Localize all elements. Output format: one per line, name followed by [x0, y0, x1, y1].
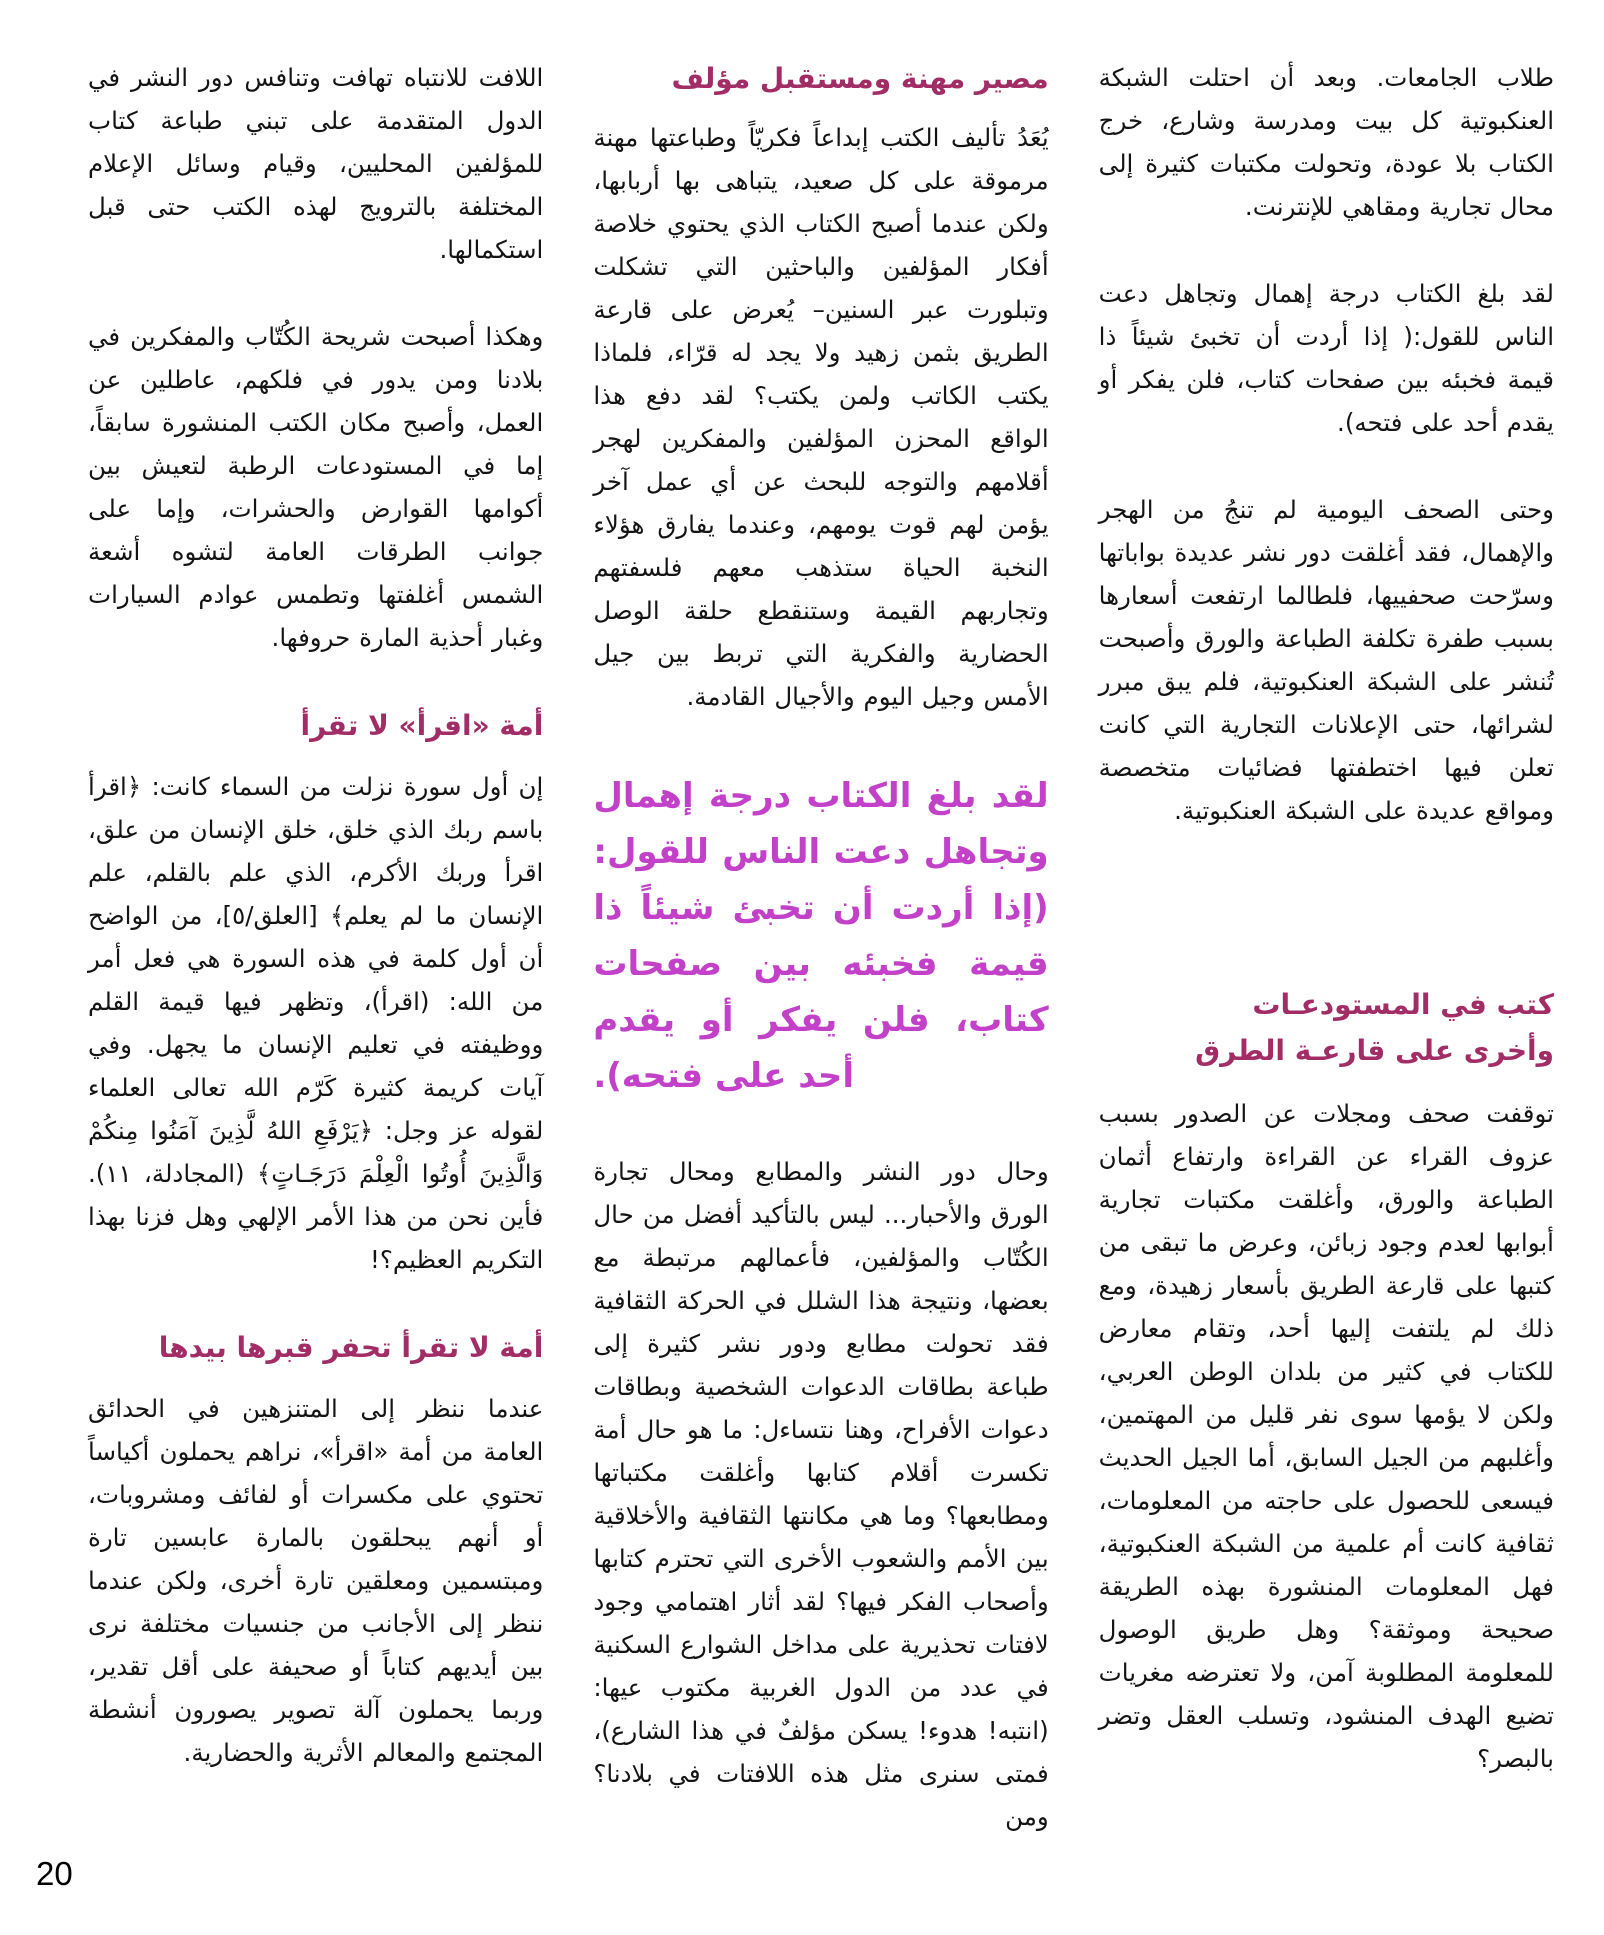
section-heading-nation-iqra: أمة «اقرأ» لا تقرأ	[300, 709, 544, 742]
heading-line: وأخرى على قارعـة الطرق	[1195, 1034, 1554, 1067]
paragraph: إن أول سورة نزلت من السماء كانت: ﴿اقرأ باسم ربك الذي خلق، خلق الإنسان من علق، اقرأ وربك الأكرم، الذي علم بالقلم، علم الإنسان ما لم يعلم﴾ [العلق/٥]، من الواضح أن أول كلمة في هذه السورة هي فعل أمر من الله: (اقرأ)، وتظهر فيها قيمة القلم ووظيفته في تعليم الإنسان ما يجهل. وفي آيات كريمة كثيرة كَرّم الله تعالى العلماء لقوله عز وجل: ﴿يَرْفَعِ اللهُ لَّذِينَ آمَنُوا مِنكُمْ وَالَّذِينَ أُوتُوا الْعِلْمَ دَرَجَـاتٍ﴾ (المجادلة، ١١). فأين نحن من هذا الأمر الإلهي وهل فزنا بهذا التكريم العظيم؟!	[88, 772, 544, 1274]
paragraph: وهكذا أصبحت شريحة الكُتّاب والمفكرين في بلادنا ومن يدور في فلكهم، عاطلين عن العمل، وأصبح مكان الكتب المنشورة سابقاً، إما في المستودعات الرطبة لتعيش بين أكوامها القوارض والحشرات، وإما على جوانب الطرقات العامة لتشوه أشعة الشمس أغلفتها وتطمس عوادم السيارات وغبار أحذية المارة حروفها.	[88, 322, 544, 652]
column-middle	[593, 56, 1048, 1838]
section-heading-books-in-warehouses	[1099, 982, 1554, 1074]
paragraph: وحال دور النشر والمطابع ومحال تجارة الورق والأحبار... ليس بالتأكيد أفضل من حال الكُتّاب والمؤلفين، فأعمالهم مرتبطة مع بعضها، ونتيجة هذا الشلل في الحركة الثقافية فقد تحولت مطابع ودور نشر كثيرة إلى طباعة بطاقات الدعوات الشخصية وبطاقات دعوات الأفراح، وهنا نتساءل: ما هو حال أمة تكسرت أقلام كتابها وأغلقت مكتباتها ومطابعها؟ وما هي مكانتها الثقافية والأخلاقية بين الأمم والشعوب الأخرى التي تحترم كتابها وأصحاب الفكر فيها؟ لقد أثار اهتمامي وجود لافتات تحذيرية على مداخل الشوارع السكنية في عدد من الدول الغربية مكتوب عيها: (انتبه! هدوء! يسكن مؤلفٌ في هذا الشارع)، فمتى سنرى مثل هذه اللافتات في بلادنا؟ ومن	[593, 1157, 1049, 1831]
pull-quote: لقد بلغ الكتاب درجة إهمال وتجاهل دعت الناس للقول: (إذا أردت أن تخبئ شيئاً ذا قيمة فخبئه بين صفحات كتاب، فلن يفكر أو يقدم أحد على فتحه).	[593, 776, 1049, 1096]
heading-line: كتب في المستودعـات	[1252, 988, 1554, 1021]
article-columns	[88, 56, 1554, 1838]
section-heading-nation-digs-grave: أمة لا تقرأ تحفر قبرها بيدها	[158, 1331, 544, 1364]
section-heading-author-fate: مصير مهنة ومستقبل مؤلف	[671, 62, 1049, 95]
paragraph: عندما ننظر إلى المتنزهين في الحدائق العامة من أمة «اقرأ»، نراهم يحملون أكياساً تحتوي على مكسرات أو لفائف ومشروبات، أو أنهم يبحلقون بالمارة عابسين تارة ومبتسمين ومعلقين تارة أخرى، ولكن عندما ننظر إلى الأجانب من جنسيات مختلفة نرى بين أيديهم كتاباً أو صحيفة على أقل تقدير، وربما يحملون آلة تصوير يصورون أنشطة المجتمع والمعالم الأثرية والحضارية.	[88, 1394, 544, 1767]
paragraph: طلاب الجامعات. وبعد أن احتلت الشبكة العنكبوتية كل بيت ومدرسة وشارع، خرج الكتاب بلا عودة، وتحولت مكتبات كثيرة إلى محال تجارية ومقاهي للإنترنت.	[1098, 63, 1554, 221]
paragraph: وحتى الصحف اليومية لم تنجُ من الهجر والإهمال، فقد أغلقت دور نشر عديدة بواباتها وسرّحت صحفييها، فلطالما ارتفعت أسعارها بسبب طفرة تكلفة الطباعة والورق وأصبحت تُنشر على الشبكة العنكبوتية، فلم يبق مبرر لشرائها، حتى الإعلانات التجارية التي كانت تعلن فيها اختطفتها فضائيات متخصصة ومواقع عديدة على الشبكة العنكبوتية.	[1098, 495, 1554, 825]
column-right	[1099, 56, 1554, 1780]
paragraph: لقد بلغ الكتاب درجة إهمال وتجاهل دعت الناس للقول:( إذا أردت أن تخبئ شيئاً ذا قيمة فخبئه بين صفحات كتاب، فلن يفكر أو يقدم أحد على فتحه).	[1098, 279, 1554, 437]
paragraph: توقفت صحف ومجلات عن الصدور بسبب عزوف القراء عن القراءة وارتفاع أثمان الطباعة والورق، وأغلقت مكتبات تجارية أبوابها لعدم وجود زبائن، وعرض ما تبقى من كتبها على قارعة الطريق بأسعار زهيدة، ومع ذلك لم يلتفت إليها أحد، وتقام معارض للكتاب في كثير من بلدان الوطن العربي، ولكن لا يؤمها سوى نفر قليل من المهتمين، وأغلبهم من الجيل السابق، أما الجيل الحديث فيسعى للحصول على حاجته من المعلومات، ثقافية كانت أم علمية من الشبكة العنكبوتية، فهل المعلومات المنشورة بهذه الطريقة صحيحة وموثقة؟ وهل طريق الوصول للمعلومة المطلوبة آمن، ولا تعترضه مغريات تضيع الهدف المنشود، وتسلب العقل وتضر بالبصر؟	[1098, 1099, 1554, 1773]
paragraph: يُعَدُ تأليف الكتب إبداعاً فكريّاً وطباعتها مهنة مرموقة على كل صعيد، يتباهى بها أربابها، ولكن عندما أصبح الكتاب الذي يحتوي خلاصة أفكار المؤلفين والباحثين التي تشكلت وتبلورت عبر السنين– يُعرض على قارعة الطريق بثمن زهيد ولا يجد له قرّاء، فلماذا يكتب الكاتب ولمن يكتب؟ لقد دفع هذا الواقع المحزن المؤلفين والمفكرين لهجر أقلامهم والتوجه للبحث عن أي عمل آخر يؤمن لهم قوت يومهم، وعندما يفارق هؤلاء النخبة الحياة ستذهب معهم فلسفتهم وتجاربهم القيمة وستنقطع حلقة الوصل الحضارية والفكرية التي تربط بين جيل الأمس وجيل اليوم والأجيال القادمة.	[593, 123, 1049, 711]
page-number: 20	[36, 1855, 73, 1892]
column-left	[88, 56, 543, 1774]
paragraph: اللافت للانتباه تهافت وتنافس دور النشر في الدول المتقدمة على تبني طباعة كتاب للمؤلفين المحليين، وقيام وسائل الإعلام المختلفة بالترويج لهذه الكتب حتى قبل استكمالها.	[88, 63, 544, 264]
